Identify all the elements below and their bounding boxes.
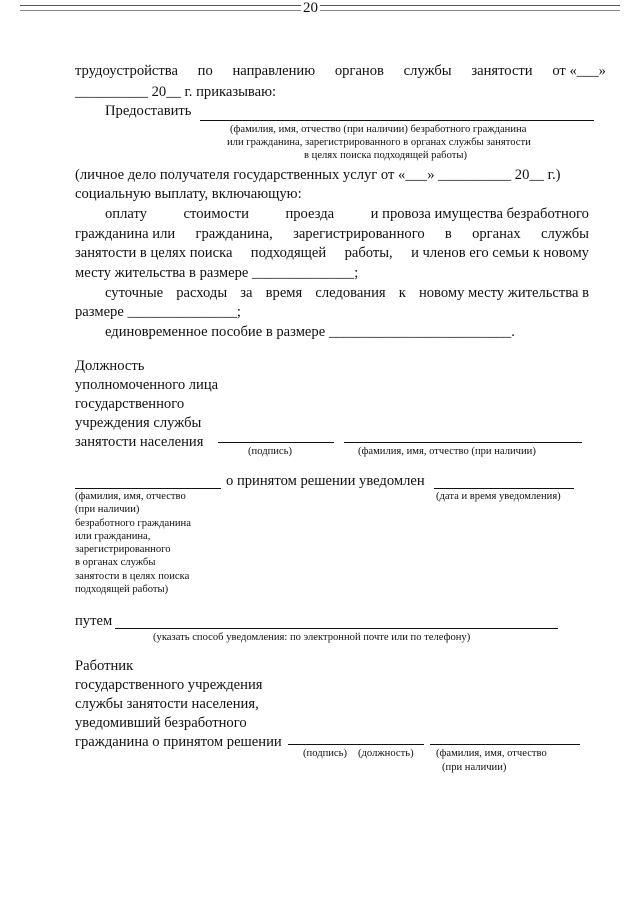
official-title-line3: государственного: [75, 396, 185, 412]
worker-fio-caption-line1: (фамилия, имя, отчество: [436, 748, 547, 759]
lump-sum-line: единовременное пособие в размере _________________________.: [105, 324, 515, 340]
travel-paragraph-line4: месту жительства в размере ______________;: [75, 265, 359, 281]
word: зарегистрированного: [293, 226, 425, 242]
method-label: путем: [75, 613, 113, 629]
notified-fio-line: [75, 488, 221, 489]
blank-field: __________: [75, 84, 148, 100]
official-title-line2: уполномоченного лица: [75, 377, 219, 393]
word: от «___»: [552, 63, 606, 79]
word: службы: [540, 226, 589, 242]
notified-caption-line2: (при наличии): [75, 504, 140, 515]
provide-label: Предоставить: [105, 103, 192, 119]
fio-note-line2: или гражданина, зарегистрированного в органах службы занятости: [227, 137, 531, 148]
word: гражданина или: [75, 226, 176, 242]
word: следования: [315, 285, 386, 301]
notified-caption-line7: занятости в целях поиска: [75, 571, 190, 582]
travel-paragraph-line3: [75, 245, 589, 262]
word: и членов его семьи к новому: [411, 245, 589, 261]
word: по: [197, 63, 213, 79]
personal-file-line: (личное дело получателя государственных услуг от «___» __________ 20__ г.): [75, 167, 561, 183]
word: трудоустройства: [75, 63, 178, 79]
word: оплату: [105, 206, 147, 222]
notified-caption-line1: (фамилия, имя, отчество: [75, 491, 186, 502]
method-line: [115, 628, 558, 629]
travel-paragraph-line2: [75, 226, 589, 243]
fio-note-line3: в целях поиска подходящей работы): [304, 150, 467, 161]
word: направлению: [232, 63, 316, 79]
provide-fio-line: [200, 120, 594, 121]
header-rule: [20, 5, 620, 6]
official-title-line5: занятости населения: [75, 434, 204, 450]
official-title-line1: Должность: [75, 358, 145, 374]
worker-title-line3: службы занятости населения,: [75, 696, 259, 712]
worker-sign-position-line: [288, 744, 424, 745]
order-paragraph-line1: [75, 63, 606, 80]
word: стоимости: [183, 206, 249, 222]
notified-caption-line5: зарегистрированного: [75, 544, 171, 555]
word: работы,: [344, 245, 393, 261]
word: органов: [334, 63, 384, 79]
notified-caption-line4: или гражданина,: [75, 531, 151, 542]
notification-date-line: [434, 488, 574, 489]
worker-title-line2: государственного учреждения: [75, 677, 263, 693]
word: занятости в целях поиска: [75, 245, 233, 261]
worker-position-caption: (должность): [358, 748, 414, 759]
word: за: [240, 285, 253, 301]
notified-text: о принятом решении уведомлен: [226, 473, 425, 489]
word: и провоза имущества безработного: [370, 206, 589, 222]
word: органах: [472, 226, 521, 242]
word: время: [265, 285, 303, 301]
word: проезда: [285, 206, 335, 222]
official-fio-caption: (фамилия, имя, отчество (при наличии): [358, 446, 536, 457]
year-text: 20__ г. приказываю:: [151, 84, 277, 100]
worker-signature-caption: (подпись): [303, 748, 347, 759]
official-title-line4: учреждения службы: [75, 415, 202, 431]
word: новому месту жительства в: [418, 285, 589, 301]
signature-line: [218, 442, 334, 443]
notified-caption-line6: в органах службы: [75, 557, 156, 568]
worker-fio-line: [430, 744, 580, 745]
daily-allowance-line1: [105, 285, 589, 302]
official-fio-line: [344, 442, 582, 443]
header-rule-secondary: [20, 10, 620, 11]
method-caption: (указать способ уведомления: по электронной почте или по телефону): [153, 632, 471, 643]
word: расходы: [176, 285, 228, 301]
word: службы: [403, 63, 452, 79]
word: к: [398, 285, 406, 301]
word: подходящей: [250, 245, 327, 261]
daily-allowance-line2: размере _______________;: [75, 304, 241, 320]
notified-caption-line3: безработного гражданина: [75, 518, 191, 529]
notification-date-caption: (дата и время уведомления): [436, 491, 561, 502]
worker-title-line5: гражданина о принятом решении: [75, 734, 282, 750]
notified-caption-line8: подходящей работы): [75, 584, 169, 595]
worker-title-line4: уведомивший безработного: [75, 715, 247, 731]
travel-paragraph-line1: [105, 206, 589, 223]
social-payment-line: социальную выплату, включающую:: [75, 186, 302, 202]
page-number: 20: [303, 0, 318, 16]
word: гражданина,: [195, 226, 273, 242]
worker-title-line1: Работник: [75, 658, 134, 674]
fio-note-line1: (фамилия, имя, отчество (при наличии) безработного гражданина: [230, 124, 527, 135]
word: суточные: [105, 285, 164, 301]
signature-caption: (подпись): [248, 446, 292, 457]
word: в: [444, 226, 452, 242]
worker-fio-caption-line2: (при наличии): [442, 762, 507, 773]
word: занятости: [471, 63, 533, 79]
order-paragraph-line2: [75, 84, 276, 101]
